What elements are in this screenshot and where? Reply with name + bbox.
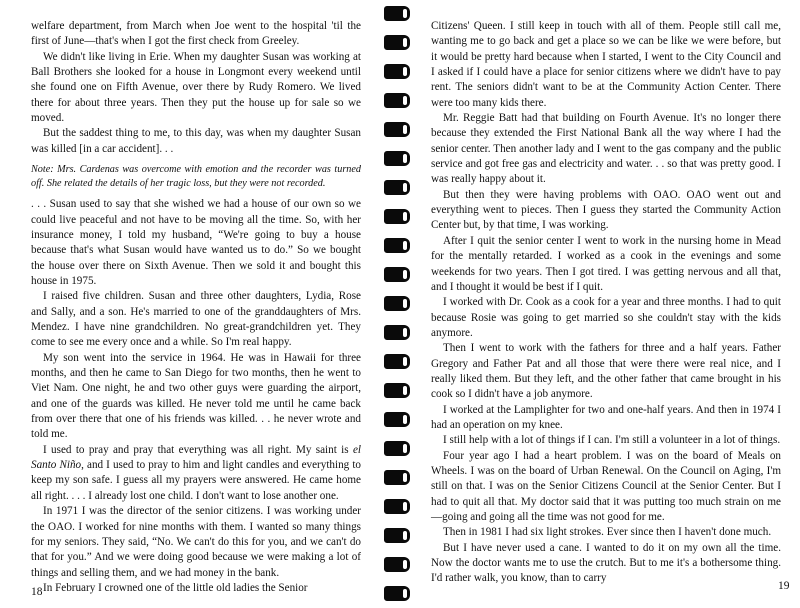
paragraph: But I have never used a cane. I wanted to do it on my own all the time. Now the doctor wants me to use the crutch. But to me it's a bothersome thing. I'd rather walk, you know, than to carry bbox=[431, 541, 781, 585]
paragraph: I worked at the Lamplighter for two and one-half years. And then in 1974 I had an operation on my knee. bbox=[431, 403, 781, 431]
paragraph: We didn't like living in Erie. When my daughter Susan was working at Ball Brothers she looked for a house in Longmont every weekend until she found one on Fifth Avenue, over there by Rudy Romero. We lived there for about three years. Then they put the house up for sale so we moved. bbox=[31, 50, 361, 125]
paragraph: Mr. Reggie Batt had that building on Fourth Avenue. It's no longer there because they extended the First National Bank all the way where I had the senior center. Then another lady and I went to the gas company and the public service and got free gas and electricity and water. . . so that was pretty good. I was really happy about it. bbox=[431, 112, 781, 186]
page-number-right: 19 bbox=[778, 580, 790, 592]
binding-ring bbox=[384, 6, 410, 21]
paragraph: Then in 1981 I had six light strokes. Ever since then I haven't done much. bbox=[443, 526, 772, 539]
binding-ring bbox=[384, 383, 410, 398]
binding-ring bbox=[384, 499, 410, 514]
paragraph: I worked with Dr. Cook as a cook for a year and three months. I had to quit because Rosie was going to get married so she couldn't stay with the kids anymore. bbox=[431, 296, 781, 339]
paragraph: Then I went to work with the fathers for three and a half years. Father Gregory and Father Pat and all those that were there were real nice, and I really liked them. But they left, and the other father that came brought in his cook so I didn't have a job anymore. bbox=[431, 342, 781, 401]
left-page bbox=[0, 0, 380, 608]
paragraph: My son went into the service in 1964. He was in Hawaii for three months, and then he came to San Diego for two months, then he went to Viet Nam. One night, he and two other guys were guarding the airport, and one of the guards was killed. He never told me until he came back from over there that one of his friends was killed. . . he never wrote and told me. bbox=[31, 351, 361, 441]
saint-name: el Santo Niño bbox=[31, 443, 361, 472]
binding-ring bbox=[384, 528, 410, 543]
right-page-text bbox=[431, 19, 781, 587]
paragraph: I still help with a lot of things if I can. I'm still a volunteer in a lot of things. bbox=[443, 434, 781, 447]
binding-ring bbox=[384, 354, 410, 369]
binding-ring bbox=[384, 64, 410, 79]
paragraph: But then they were having problems with OAO. OAO went out and everything went to pieces. Then I guess they started the Community Action Center but, by that time, I was working. bbox=[431, 188, 781, 232]
paragraph: I raised five children. Susan and three other daughters, Lydia, Rose and Sally, and a son. He's married to one of the granddaughters of Mrs. Mendez. I have nine grandchildren. No great-grandchildren yet. They come to see me every once and a while. So I'm real happy. bbox=[31, 290, 361, 349]
binding-ring bbox=[384, 93, 410, 108]
paragraph: In February I crowned one of the little old ladies the Senior bbox=[43, 581, 308, 594]
paragraph bbox=[31, 443, 361, 504]
paragraph-text: I used to pray and pray that everything was all right. My saint is bbox=[43, 443, 349, 456]
binding-ring bbox=[384, 209, 410, 224]
binding-ring bbox=[384, 296, 410, 311]
binding-ring bbox=[384, 412, 410, 427]
paragraph-text: , and I used to pray to him and light candles and everything to keep my son safe. I guess all my prayers were answered. He came home all right. . . . I already lost one child. I don't want to lose another one. bbox=[31, 459, 361, 502]
binding-ring bbox=[384, 470, 410, 485]
right-page bbox=[415, 0, 800, 608]
binding-ring bbox=[384, 325, 410, 340]
binding-ring bbox=[384, 267, 410, 282]
paragraph: In 1971 I was the director of the senior citizens. I was working under the OAO. I worked for nine months with them. I wanted so many things for my seniors. They said, “No. We can't do this for you, and we can't do that for you.” And we were doing good because we were making a lot of things and selling them, and we had money in the bank. bbox=[31, 505, 361, 579]
paragraph: . . . Susan used to say that she wished we had a house of our own so we could live peaceful and not have to be moving all the time. So, with her insurance money, I told my husband, “We're going to buy a house because that's what Susan would have wanted us to do.” So we bought the house over there on Sixth Avenue. Then we sold it and bought this house in 1975. bbox=[31, 198, 361, 287]
paragraph: But the saddest thing to me, to this day, was when my daughter Susan was killed [in a car accident]. . . bbox=[31, 127, 361, 155]
left-page-text bbox=[31, 19, 361, 596]
binding-ring bbox=[384, 122, 410, 137]
paragraph: welfare department, from March when Joe went to the hospital 'til the first of June—that's when I got the first check from Greeley. bbox=[31, 20, 361, 48]
binding-ring bbox=[384, 35, 410, 50]
binding-ring bbox=[384, 180, 410, 195]
binding-ring bbox=[384, 557, 410, 572]
page-number-left: 18 bbox=[31, 586, 43, 598]
binding-ring bbox=[384, 441, 410, 456]
binding-ring bbox=[384, 586, 410, 601]
paragraph: Four year ago I had a heart problem. I was on the board of Meals on Wheels. I was on the board of Urban Renewal. On the Council on Aging, I'm still on that. I was on the Senior Citizens Council at the Senior Center. But I had to quit all that. My doctor said that it was putting too much strain on me—going and going all the time was not good for me. bbox=[431, 449, 781, 523]
paragraph: After I quit the senior center I went to work in the nursing home in Mead for the mentally retarded. I worked as a cook in the evenings and some weekends for two years. Then I got tired. I was getting nervous and all that, and I thought it would be best if I quit. bbox=[431, 234, 781, 293]
spiral-binding bbox=[380, 0, 415, 608]
binding-ring bbox=[384, 238, 410, 253]
editor-note: Note: Mrs. Cardenas was overcome with emotion and the recorder was turned off. She related the details of her tragic loss, but they were not recorded. bbox=[31, 164, 361, 189]
paragraph: Citizens' Queen. I still keep in touch with all of them. People still call me, wanting me to go back and get a place so we can be like we were before, but it would be pretty hard because when I started, I went to the City Council and I asked if I could have a place for senior citizens where we didn't have to pay rent. The seniors didn't want to be at the Community Action Center. There were too many kids there. bbox=[431, 20, 781, 109]
binding-ring bbox=[384, 151, 410, 166]
